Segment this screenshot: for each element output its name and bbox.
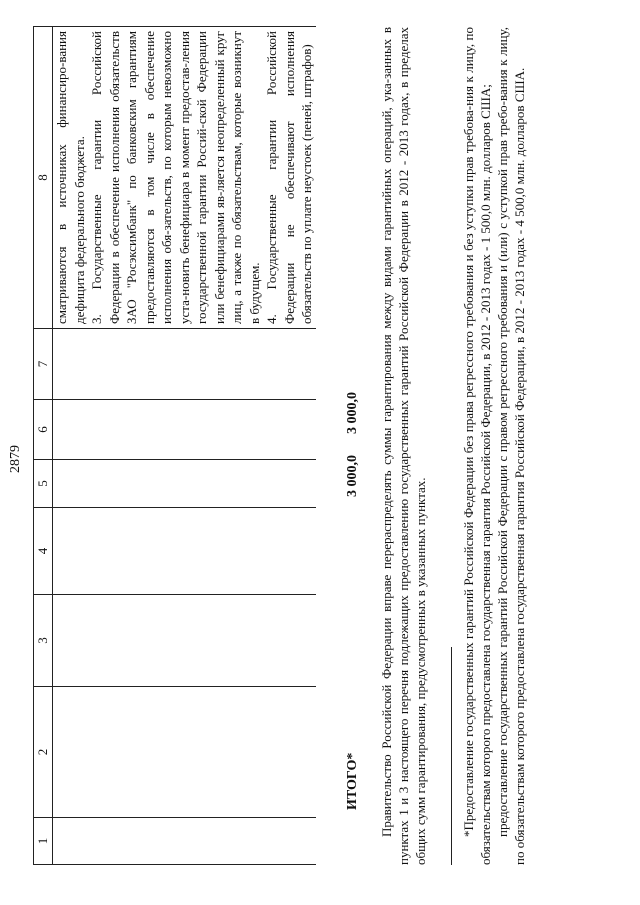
conditions-cell	[53, 27, 316, 329]
column-header: 6	[34, 400, 53, 460]
column-header: 8	[34, 27, 53, 329]
condition-text: 4. Государственные гарантии Российской Федерации не обеспечивают исполнения обязательств по уплате неустоек (пеней, штрафов)	[264, 31, 314, 324]
column-header: 5	[34, 460, 53, 508]
column-header: 7	[34, 329, 53, 400]
empty-cell	[53, 595, 316, 687]
empty-cell	[53, 687, 316, 818]
empty-cell	[53, 818, 316, 865]
empty-cell	[53, 400, 316, 460]
condition-text: 3. Государственные гарантии Российской Федерации в обеспечение исполнения обязательств ЗАО "Росэксимбанк" по банковским гарантиям предоставляются в том числе в обеспечение исполнения обя-зательств, по которым невозможно уста-новить бенефициара в момент предостав-ления государственной гарантии Россий-ской Федерации или бенефициарами яв-ляется неопределенный круг лиц, а также по обязательствам, которые возникнут в будущем.	[89, 31, 262, 324]
table-row	[53, 27, 316, 865]
column-header: 2	[34, 687, 53, 818]
total-value: 3 000,0	[345, 392, 360, 434]
footnote-text: предоставление государственных гарантий Российской Федерации с правом регрессного требования и (или) с уступкой прав требо-вания к лицу, по обязательствам которого предоставлена государственная гарантия Российской Федерации, в 2012 - 2013 годах - 4 500,0 млн. долларов США.	[495, 27, 527, 865]
empty-cell	[53, 329, 316, 400]
total-row	[345, 27, 365, 865]
column-header: 3	[34, 595, 53, 687]
condition-text: сматриваются в источниках финансиро-вания дефицита федерального бюджета.	[54, 31, 87, 324]
footnote-text: *Предоставление государственных гарантий Российской Федерации без права регрессного требования и без уступки прав требова-ния к лицу, по обязательствам которого предоставлена государственная гарантия Российской Федерации, в 2012 - 2013 годах - 1 500,0 млн. долларов США;	[461, 27, 493, 865]
body-paragraph	[378, 27, 429, 865]
empty-cell	[53, 508, 316, 595]
column-header: 4	[34, 508, 53, 595]
paragraph-text: Правительство Российской Федерации вправе перераспределять суммы гарантирования между видами гарантийных операций, ука-занных в пунктах 1 и 3 настоящего перечня подлежащих предоставлению государственных гарантий Российской Федерации в 2012 - 2013 годах, в пределах общих сумм гарантирования, предусмотренных в указанных пунктах.	[379, 27, 428, 865]
column-header: 1	[34, 818, 53, 865]
table-header-row	[34, 27, 53, 865]
empty-cell	[53, 460, 316, 508]
total-label: ИТОГО*	[345, 752, 360, 810]
guarantee-table	[33, 26, 316, 865]
total-value: 3 000,0	[345, 455, 360, 497]
footnote-divider	[451, 647, 452, 865]
page-number: 2879	[8, 445, 23, 473]
footnotes	[460, 27, 528, 865]
